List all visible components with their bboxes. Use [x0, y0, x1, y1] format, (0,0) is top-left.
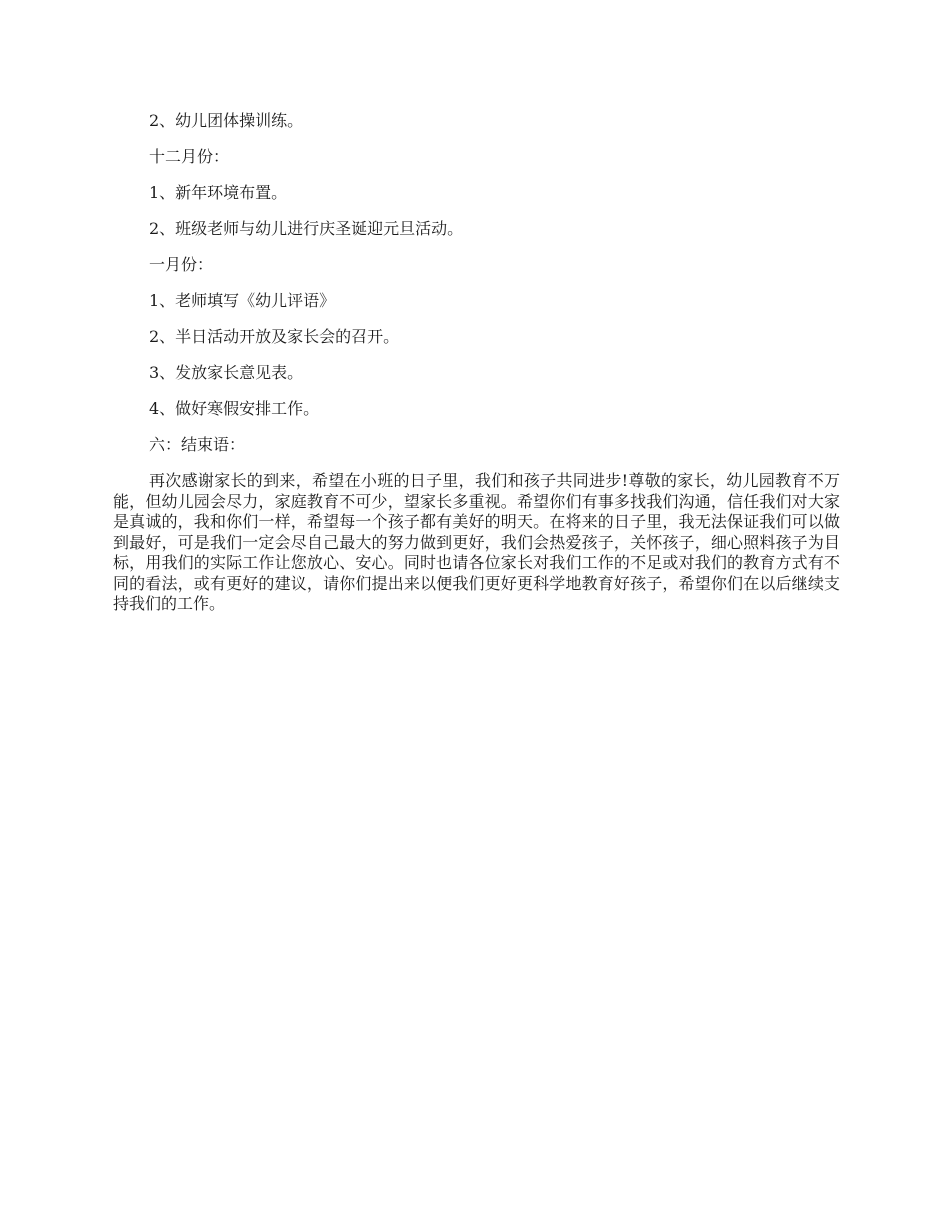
section-heading-closing: 六：结束语： [149, 435, 246, 454]
section-heading-december: 十二月份： [149, 147, 230, 166]
list-item-child-evaluation: 1、老师填写《幼儿评语》 [149, 291, 336, 310]
closing-paragraph: 再次感谢家长的到来，希望在小班的日子里，我们和孩子共同进步!尊敬的家长，幼儿园教育不万能，但幼儿园会尽力，家庭教育不可少，望家长多重视。希望你们有事多找我们沟通，信任我们对大家是真诚的，我和你们一样，希望每一个孩子都有美好的明天。在将来的日子里，我无法保证我们可以做到最好，可是我们一定会尽自己最大的努力做到更好，我们会热爱孩子，关怀孩子，细心照料孩子为目标，用我们的实际工作让您放心、安心。同时也请各位家长对我们工作的不足或对我们的教育方式有不同的看法，或有更好的建议，请你们提出来以便我们更好更科学地教育好孩子，希望你们在以后继续支持我们的工作。 [113, 471, 840, 613]
list-item-new-year-decoration: 1、新年环境布置。 [149, 183, 288, 202]
list-item-parent-feedback-form: 3、发放家长意见表。 [149, 363, 304, 382]
list-item-open-day-parent-meeting: 2、半日活动开放及家长会的召开。 [149, 327, 400, 346]
list-item-winter-vacation-plan: 4、做好寒假安排工作。 [149, 399, 320, 418]
list-item-group-exercise: 2、幼儿团体操训练。 [149, 111, 304, 130]
section-heading-january: 一月份： [149, 255, 214, 274]
document-body [113, 111, 840, 615]
list-item-christmas-new-year-activity: 2、班级老师与幼儿进行庆圣诞迎元旦活动。 [149, 219, 464, 238]
